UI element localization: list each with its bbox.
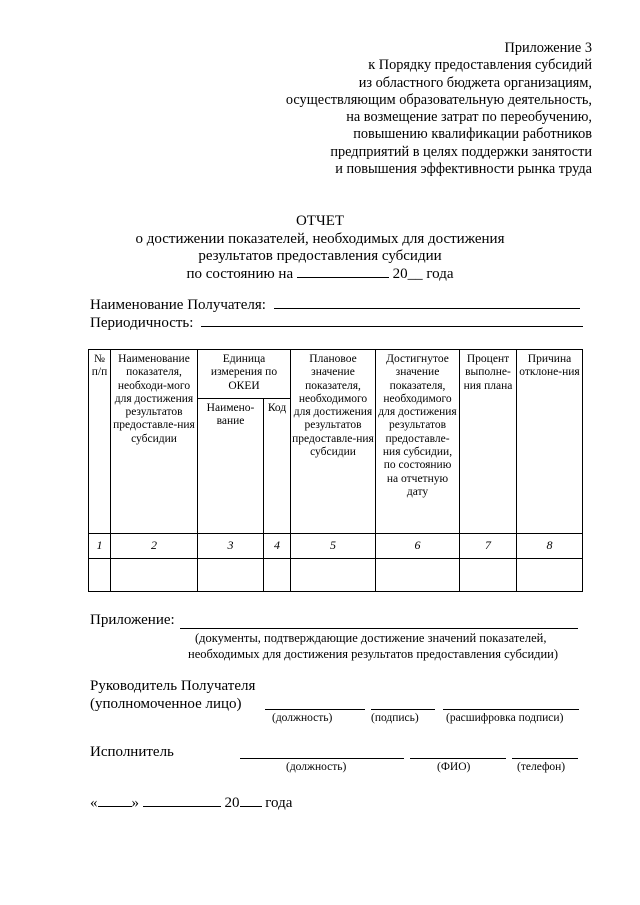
executor-label: Исполнитель	[90, 744, 174, 760]
header-achieved-value: Достигнутое значение показателя, необходимого для достижения результатов предоставле-ния субсидии, по состоянию на отчетную дату	[376, 350, 460, 534]
col-number: 5	[291, 534, 376, 559]
recipient-field	[90, 297, 580, 314]
col-number: 2	[111, 534, 198, 559]
head-label-2: (уполномоченное лицо)	[90, 696, 242, 712]
table-cell[interactable]	[264, 559, 291, 592]
date-open-quote: «	[90, 795, 98, 811]
report-subtitle-2: результатов предоставления субсидии	[198, 248, 442, 264]
executor-fio-caption: (ФИО)	[437, 761, 471, 773]
header-unit: Единица измерения по ОКЕИ	[198, 350, 291, 399]
header-number: № п/п	[89, 350, 111, 534]
head-signature-caption: (подпись)	[371, 712, 419, 724]
appendix-line: к Порядку предоставления субсидий	[368, 57, 592, 74]
report-date-prefix: по состоянию на	[186, 265, 294, 282]
date-year: 20	[224, 795, 240, 811]
table-cell[interactable]	[291, 559, 376, 592]
attachment-input[interactable]	[180, 628, 578, 629]
head-label-1: Руководитель Получателя	[90, 678, 256, 694]
col-number: 8	[517, 534, 583, 559]
attachment-label: Приложение:	[90, 612, 175, 628]
executor-position-caption: (должность)	[286, 761, 347, 773]
date-close-quote: »	[131, 795, 139, 811]
appendix-line: осуществляющим образовательную деятельность,	[285, 91, 592, 108]
appendix-line: предприятий в целях поддержки занятости	[330, 143, 592, 160]
report-subtitle-1: о достижении показателей, необходимых для достижения	[135, 230, 505, 247]
appendix-line: Приложение 3	[504, 40, 592, 56]
appendix-line: из областного бюджета организациям,	[358, 74, 592, 91]
head-position-caption: (должность)	[272, 712, 333, 724]
table-cell[interactable]	[376, 559, 460, 592]
header-reason: Причина отклоне-ния	[517, 350, 583, 534]
header-indicator-name: Наименование показателя, необходи-мого для достижения результатов предоставле-ния субсидии	[111, 350, 198, 534]
table-cell[interactable]	[460, 559, 517, 592]
periodicity-label: Периодичность:	[90, 315, 194, 331]
report-heading: ОТЧЕТ	[295, 213, 345, 229]
header-planned-value: Плановое значение показателя, необходимого для достижения результатов предоставле-ния субсидии	[291, 350, 376, 534]
attachment-caption-2: необходимых для достижения результатов предоставления субсидии)	[188, 647, 559, 661]
table-cell[interactable]	[517, 559, 583, 592]
head-signature-input[interactable]	[371, 709, 435, 710]
date-day-input[interactable]	[98, 806, 132, 807]
col-number: 7	[460, 534, 517, 559]
header-unit-code: Код	[264, 399, 291, 534]
table-cell[interactable]	[111, 559, 198, 592]
col-number: 4	[264, 534, 291, 559]
table-number-row	[89, 534, 583, 559]
recipient-input[interactable]	[274, 308, 580, 309]
report-title	[0, 213, 640, 283]
attachment-caption-1: (документы, подтверждающие достижение значений показателей,	[195, 631, 547, 645]
col-number: 6	[376, 534, 460, 559]
periodicity-field	[90, 315, 583, 332]
appendix-line: и повышения эффективности рынка труда	[335, 161, 592, 178]
appendix-line: повышению квалификации работников	[353, 126, 592, 143]
date-month-input[interactable]	[143, 806, 221, 807]
head-position-input[interactable]	[265, 709, 365, 710]
col-number: 1	[89, 534, 111, 559]
executor-position-input[interactable]	[240, 758, 404, 759]
periodicity-input[interactable]	[201, 326, 583, 327]
report-table	[88, 349, 583, 592]
table-cell[interactable]	[198, 559, 264, 592]
table-row	[89, 559, 583, 592]
header-percent: Процент выполне-ния плана	[460, 350, 517, 534]
report-date-blank[interactable]	[297, 277, 389, 278]
executor-phone-input[interactable]	[512, 758, 578, 759]
appendix-header	[172, 40, 592, 178]
date-year-input[interactable]	[240, 806, 262, 807]
header-unit-name: Наимено-вание	[198, 399, 264, 534]
head-decode-caption: (расшифровка подписи)	[446, 712, 564, 724]
head-decode-input[interactable]	[443, 709, 579, 710]
table-cell[interactable]	[89, 559, 111, 592]
date-suffix: года	[265, 795, 293, 811]
col-number: 3	[198, 534, 264, 559]
executor-phone-caption: (телефон)	[517, 761, 566, 773]
recipient-label: Наименование Получателя:	[90, 297, 266, 313]
date-line	[90, 795, 292, 812]
executor-fio-input[interactable]	[410, 758, 506, 759]
table-header-row	[89, 350, 583, 399]
report-date-line	[0, 266, 640, 284]
report-date-year: 20__ года	[392, 265, 454, 282]
appendix-line: на возмещение затрат по переобучению,	[346, 109, 592, 126]
